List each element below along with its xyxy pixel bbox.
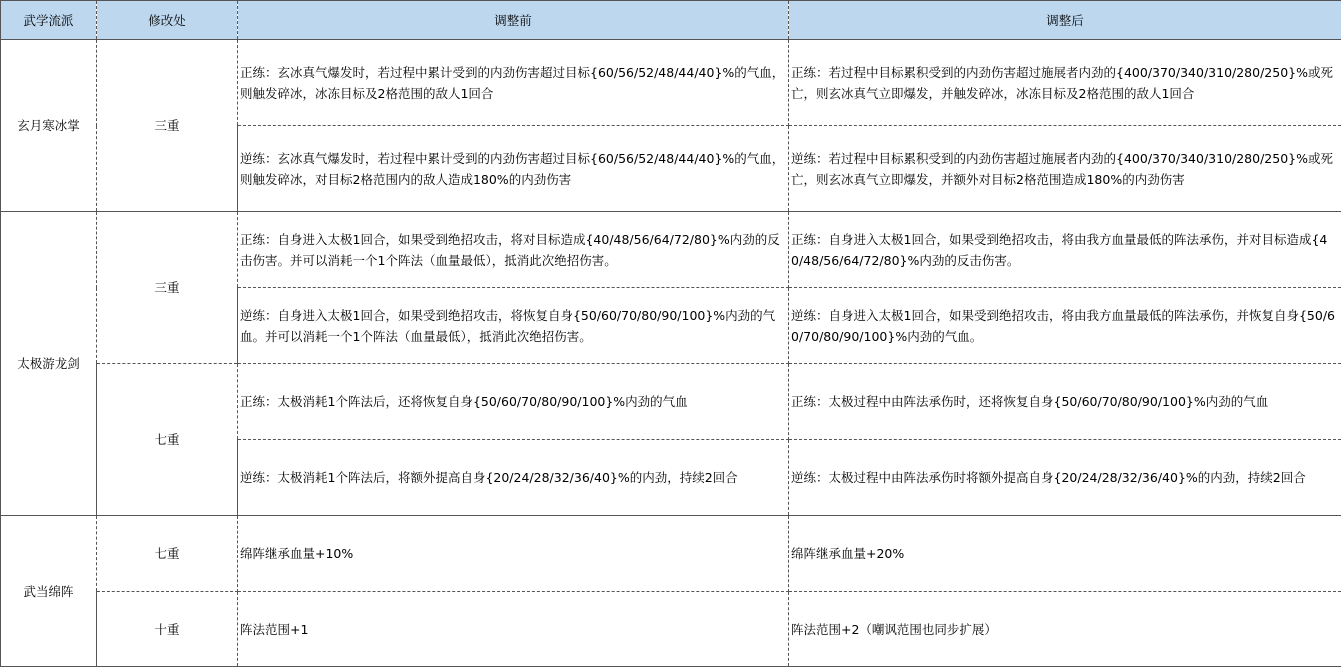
before-text: 正练：太极消耗1个阵法后，还将恢复自身{50/60/70/80/90/100}%内劲的气血 <box>238 364 789 440</box>
header-school: 武学流派 <box>1 1 97 40</box>
school-name: 玄月寒冰掌 <box>1 40 97 212</box>
before-text: 阵法范围+1 <box>238 592 789 667</box>
after-text: 绵阵继承血量+20% <box>789 516 1341 592</box>
after-text: 正练：若过程中目标累积受到的内劲伤害超过施展者内劲的{400/370/340/310/280/250}%或死亡，则玄冰真气立即爆发，并触发碎冰，冰冻目标及2格范围的敌人1回合 <box>789 40 1341 126</box>
table-row <box>1 212 1341 288</box>
before-text: 逆练：自身进入太极1回合，如果受到绝招攻击，将恢复自身{50/60/70/80/90/100}%内劲的气血。并可以消耗一个1个阵法（血量最低），抵消此次绝招伤害。 <box>238 288 789 364</box>
before-text: 正练：玄冰真气爆发时，若过程中累计受到的内劲伤害超过目标{60/56/52/48/44/40}%的气血，则触发碎冰，冰冻目标及2格范围的敌人1回合 <box>238 40 789 126</box>
after-text: 正练：自身进入太极1回合，如果受到绝招攻击，将由我方血量最低的阵法承伤，并对目标造成{40/48/56/64/72/80}%内劲的反击伤害。 <box>789 212 1341 288</box>
grade-label: 七重 <box>97 516 238 592</box>
before-text: 逆练：玄冰真气爆发时，若过程中累计受到的内劲伤害超过目标{60/56/52/48/44/40}%的气血，则触发碎冰，对目标2格范围内的敌人造成180%的内劲伤害 <box>238 126 789 212</box>
school-name: 太极游龙剑 <box>1 212 97 516</box>
after-text: 逆练：太极过程中由阵法承伤时将额外提高自身{20/24/28/32/36/40}%的内劲，持续2回合 <box>789 440 1341 516</box>
after-text: 阵法范围+2（嘲讽范围也同步扩展） <box>789 592 1341 667</box>
grade-label: 三重 <box>97 212 238 364</box>
before-text: 逆练：太极消耗1个阵法后，将额外提高自身{20/24/28/32/36/40}%的内劲，持续2回合 <box>238 440 789 516</box>
grade-label: 三重 <box>97 40 238 212</box>
header-change: 修改处 <box>97 1 238 40</box>
before-text: 正练：自身进入太极1回合，如果受到绝招攻击，将对目标造成{40/48/56/64/72/80}%内劲的反击伤害。并可以消耗一个1个阵法（血量最低），抵消此次绝招伤害。 <box>238 212 789 288</box>
grade-label: 七重 <box>97 364 238 516</box>
school-name: 武当绵阵 <box>1 516 97 667</box>
header-row <box>1 1 1341 40</box>
table-row <box>1 40 1341 126</box>
table-row <box>1 364 1341 440</box>
table-row <box>1 516 1341 592</box>
header-before: 调整前 <box>238 1 789 40</box>
after-text: 逆练：若过程中目标累积受到的内劲伤害超过施展者内劲的{400/370/340/310/280/250}%或死亡，则玄冰真气立即爆发，并额外对目标2格范围造成180%的内劲伤害 <box>789 126 1341 212</box>
after-text: 逆练：自身进入太极1回合，如果受到绝招攻击，将由我方血量最低的阵法承伤，并恢复自身{50/60/70/80/90/100}%内劲的气血。 <box>789 288 1341 364</box>
grade-label: 十重 <box>97 592 238 667</box>
before-text: 绵阵继承血量+10% <box>238 516 789 592</box>
table-row <box>1 592 1341 667</box>
after-text: 正练：太极过程中由阵法承伤时，还将恢复自身{50/60/70/80/90/100}%内劲的气血 <box>789 364 1341 440</box>
header-after: 调整后 <box>789 1 1341 40</box>
